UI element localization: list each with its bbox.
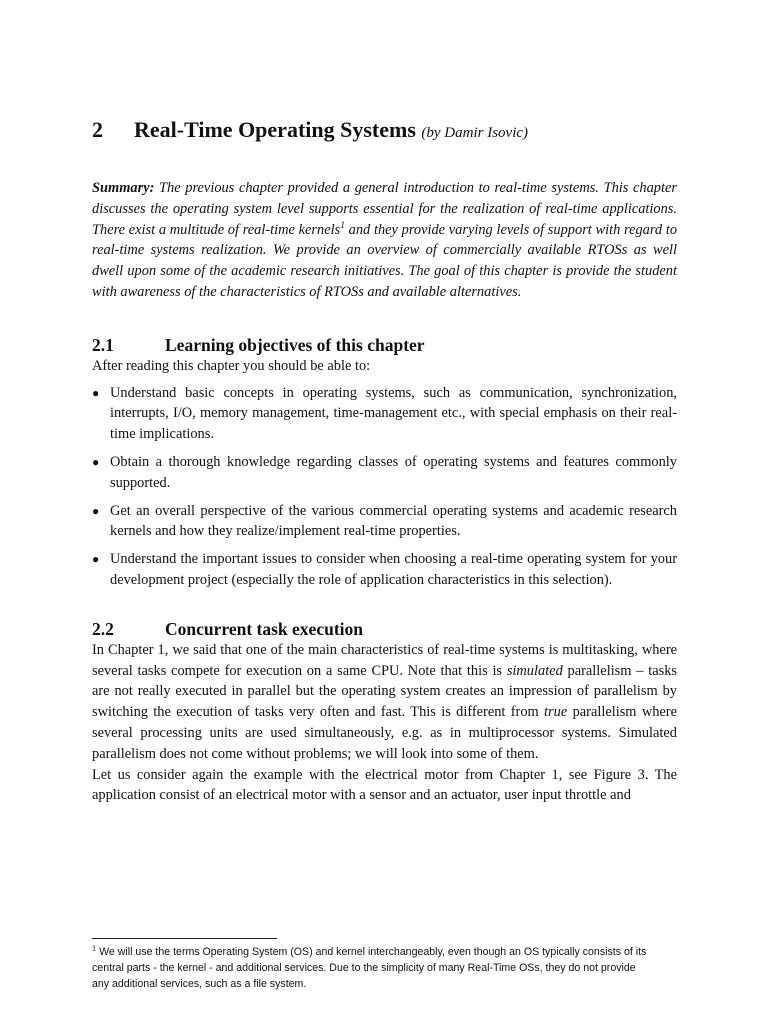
section-number: 2.2 [92,618,114,639]
summary-text-b: and they provide varying levels of support with regard to real-time systems realization. We provide an overview of commercially available RTOSs as well dwell upon some of the academic research initiatives. The goal of this chapter is provide the student with awareness of the characteristics of RTOSs and available alternatives. [92,221,678,300]
list-item [92,452,677,494]
objectives-list [92,383,677,591]
summary-text-a: The previous chapter provided a general introduction to real-time systems. This chapter discusses the operating system level supports essential for the realization of real-time applications. There exist a multitude of real-time kernels [92,180,677,238]
emphasis-simulated: simulated [506,662,563,679]
footnote-marker: 1 [92,943,97,953]
chapter-number: 2 [92,117,103,142]
chapter-heading [92,112,677,148]
footnote-text: We will use the terms Operating System (OS) and kernel interchangeably, even though an OS typically consists of its central parts - the kernel - and additional services. Due to the simplicity of many Real-Time OSs, they do not provide any additional services, such as a file system. [92,946,647,990]
section-title: Learning objectives of this chapter [165,334,425,355]
emphasis-true: true [544,704,568,721]
section-number: 2.1 [92,334,114,355]
bullet-icon: ● [92,454,100,469]
list-item-text: Get an overall perspective of the various commercial operating systems and academic research kernels and how they realize/implement real-time properties. [110,502,677,540]
list-item [92,501,677,543]
list-item [92,383,677,445]
footnote-divider [92,938,277,939]
summary-lead: Summary: [92,180,155,196]
paragraph-text: parallelism where several processing units are used simultaneously, e.g. as in multiprocessor systems. Simulated parallelism does not come without problems; we will look into some of them. [92,704,677,762]
body-paragraph: Let us consider again the example with the electrical motor from Chapter 1, see Figure 3. The application consist of an electrical motor with a sensor and an actuator, user input throttle and [92,766,677,804]
objectives-intro: After reading this chapter you should be able to: [92,357,371,374]
body-paragraph [92,640,677,765]
chapter-title: Real-Time Operating Systems [134,117,416,142]
section-title: Concurrent task execution [165,618,363,639]
list-item-text: Understand the important issues to consider when choosing a real-time operating system for your development project (especially the role of application characteristics in this selection). [110,551,677,588]
bullet-icon: ● [92,503,100,518]
paragraph-text: parallelism – tasks are not really executed in parallel but the operating system creates an impression of parallelism by switching the execution of tasks very often and fast. This is different from [92,662,677,721]
section-heading-learning-objectives [92,334,677,356]
paragraph-text: In Chapter 1, we said that one of the main characteristics of real-time systems is multitasking, where several tasks compete for execution on a same CPU. Note that this is [92,641,677,679]
chapter-summary [92,178,677,303]
list-item-text: Understand basic concepts in operating systems, such as communication, synchronization, interrupts, I/O, memory management, time-management etc., with special emphasis on their real-time implications. [110,384,677,443]
list-item [92,549,677,591]
section-heading-concurrent-task-execution [92,618,677,640]
page-content [92,112,677,806]
bullet-icon: ● [92,385,100,400]
footnote-reference[interactable]: 1 [340,220,345,231]
bullet-icon: ● [92,552,100,567]
footnote [92,944,652,992]
list-item-text: Obtain a thorough knowledge regarding classes of operating systems and features commonly supported. [110,453,677,491]
chapter-byline: (by Damir Isovic) [421,125,529,141]
